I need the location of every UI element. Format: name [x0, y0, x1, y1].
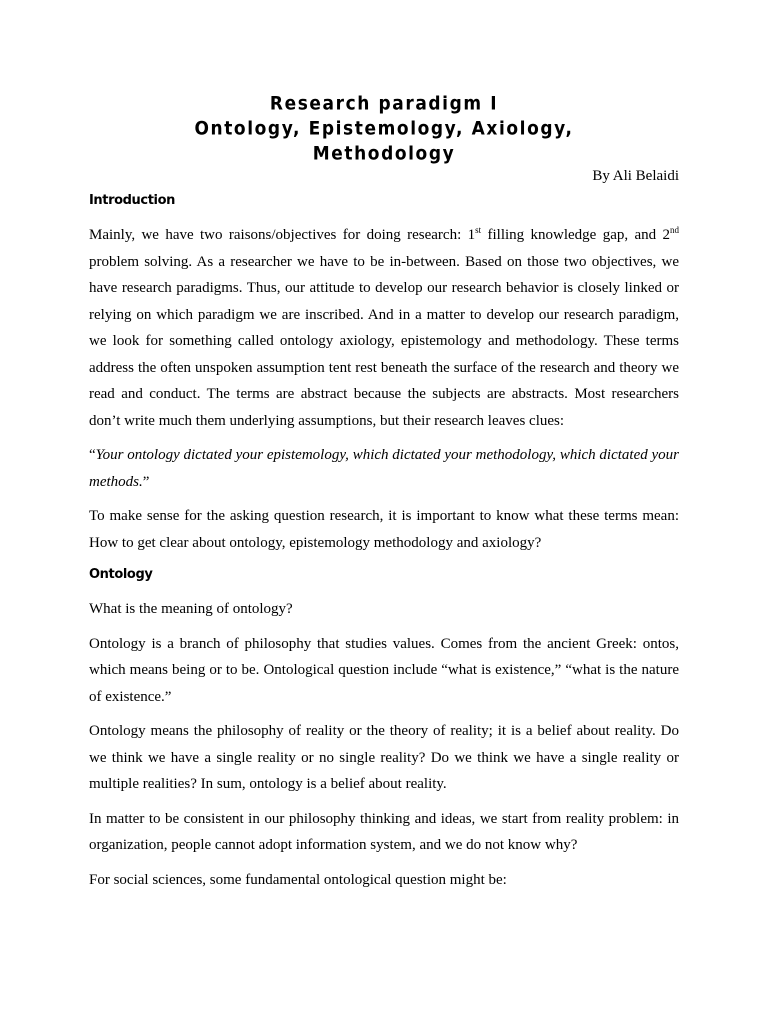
title-line-3: Methodology — [312, 142, 456, 166]
quote-close-mark: ” — [142, 473, 150, 490]
paragraph-ontology-2: Ontology is a branch of philosophy that studies values. Comes from the ancient Greek: ontos, which means being or to be. Ontological question include “what is existence,” “what is the nature of existence.” — [89, 635, 679, 705]
text-run: problem solving. As a researcher we have to be in-between. Based on those two objectives, we have research paradigms. Thus, our attitude to develop our research behavior is closely linked or relying on which paradigm we are inscribed. And in a matter to develop our research paradigm, we look for something called ontology axiology, epistemology and methodology. These terms address the often unspoken assumption tent rest beneath the surface of the research and theory we read and conduct. The terms are abstract because the subjects are abstracts. Most researchers don’t write much them underlying assumptions, but their research leaves clues: — [89, 253, 679, 429]
section-heading-ontology: Ontology — [89, 567, 153, 582]
paragraph-intro-1 — [89, 222, 679, 434]
text-run: filling knowledge gap, and 2 — [481, 227, 671, 243]
title-line-2: Ontology, Epistemology, Axiology, — [194, 117, 574, 141]
paragraph-ontology-5: For social sciences, some fundamental ontological question might be: — [89, 871, 507, 888]
quote-text: Your ontology dictated your epistemology, which dictated your methodology, which dictated your methods. — [89, 447, 679, 490]
paragraph-ontology-3: Ontology means the philosophy of reality or the theory of reality; it is a belief about reality. Do we think we have a single reality or no single reality? Do we think we have a single reality or multiple realities? In sum, ontology is a belief about reality. — [89, 723, 679, 792]
text-run: Mainly, we have two raisons/objectives for doing research: 1 — [89, 227, 476, 243]
section-heading-introduction: Introduction — [89, 193, 175, 208]
author-byline: By Ali Belaidi — [592, 168, 679, 184]
document-title — [0, 92, 768, 167]
title-line-1: Research paradigm I — [269, 92, 499, 116]
paragraph-ontology-1: What is the meaning of ontology? — [89, 601, 293, 617]
paragraph-ontology-4: In matter to be consistent in our philosophy thinking and ideas, we start from reality problem: in organization, people cannot adopt information system, and we do not know why? — [89, 810, 679, 853]
quote-paragraph — [89, 442, 679, 495]
quote-open-mark: “ — [89, 447, 96, 463]
paragraph-intro-3: To make sense for the asking question research, it is important to know what these terms mean: How to get clear about ontology, epistemology methodology and axiology? — [89, 508, 679, 551]
superscript: st — [475, 225, 482, 235]
document-body — [89, 190, 679, 901]
superscript: nd — [670, 225, 680, 235]
